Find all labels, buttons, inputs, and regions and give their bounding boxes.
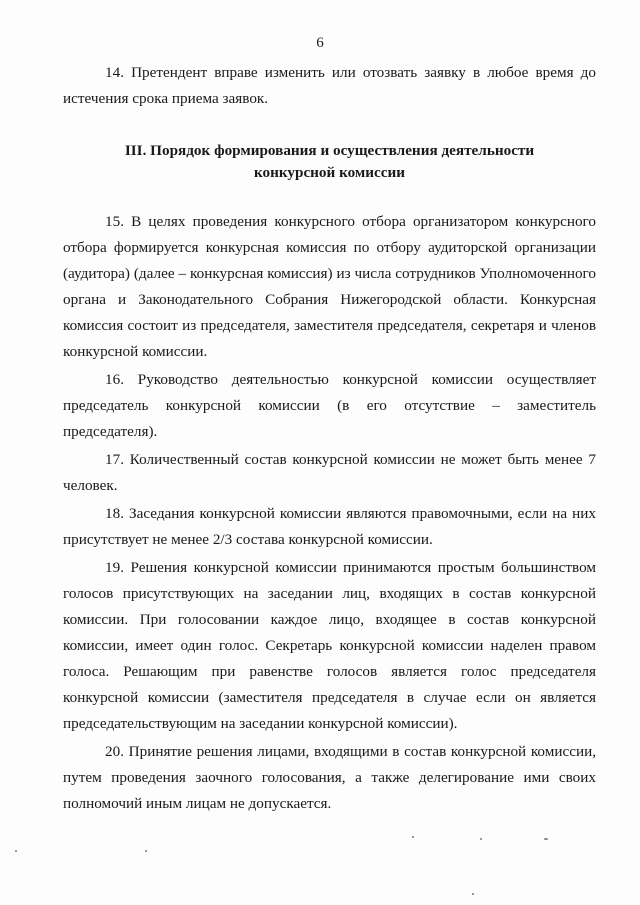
document-body [63,60,596,817]
section-heading [63,140,596,184]
scan-speck [472,893,474,895]
scan-speck [412,836,414,838]
section-title-line-2: конкурсной комиссии [253,164,406,181]
paragraph-16: 16. Руководство деятельностью конкурсной комиссии осуществляет председатель конкурсной комиссии (в его отсутствие – заместитель председателя). [63,371,596,440]
paragraph-15: 15. В целях проведения конкурсного отбора организатором конкурсного отбора формируется конкурсная комиссия по отбору аудиторской организации (аудитора) (далее – конкурсная комиссия) из числа сотрудников Уполномоченного органа и Законодательного Собрания Нижегородской области. Конкурсная комиссия состоит из председателя, заместителя председателя, секретаря и членов конкурсной комиссии. [63,213,596,360]
paragraph-18: 18. Заседания конкурсной комиссии являются правомочными, если на них присутствует не менее 2/3 состава конкурсной комиссии. [63,505,596,548]
paragraph-17: 17. Количественный состав конкурсной комиссии не может быть менее 7 человек. [63,451,596,494]
scan-speck [480,838,482,840]
scan-speck [145,850,147,852]
scan-speck [544,838,548,840]
section-title-line-1: III. Порядок формирования и осуществления деятельности [124,142,535,159]
paragraph-19: 19. Решения конкурсной комиссии принимаются простым большинством голосов присутствующих на заседании лиц, входящих в состав конкурсной комиссии. При голосовании каждое лицо, входящее в состав конкурсной комиссии, имеет один голос. Секретарь конкурсной комиссии наделен правом голоса. Решающим при равенстве голосов является голос председателя конкурсной комиссии (заместителя председателя в случае если он является председательствующим на заседании конкурсной комиссии). [63,559,596,732]
paragraph-14: 14. Претендент вправе изменить или отозвать заявку в любое время до истечения срока приема заявок. [63,64,596,107]
page-number: 6 [316,35,324,51]
scan-speck [15,850,17,852]
paragraph-20: 20. Принятие решения лицами, входящими в состав конкурсной комиссии, путем проведения заочного голосования, а также делегирование ими своих полномочий иным лицам не допускается. [63,743,596,812]
